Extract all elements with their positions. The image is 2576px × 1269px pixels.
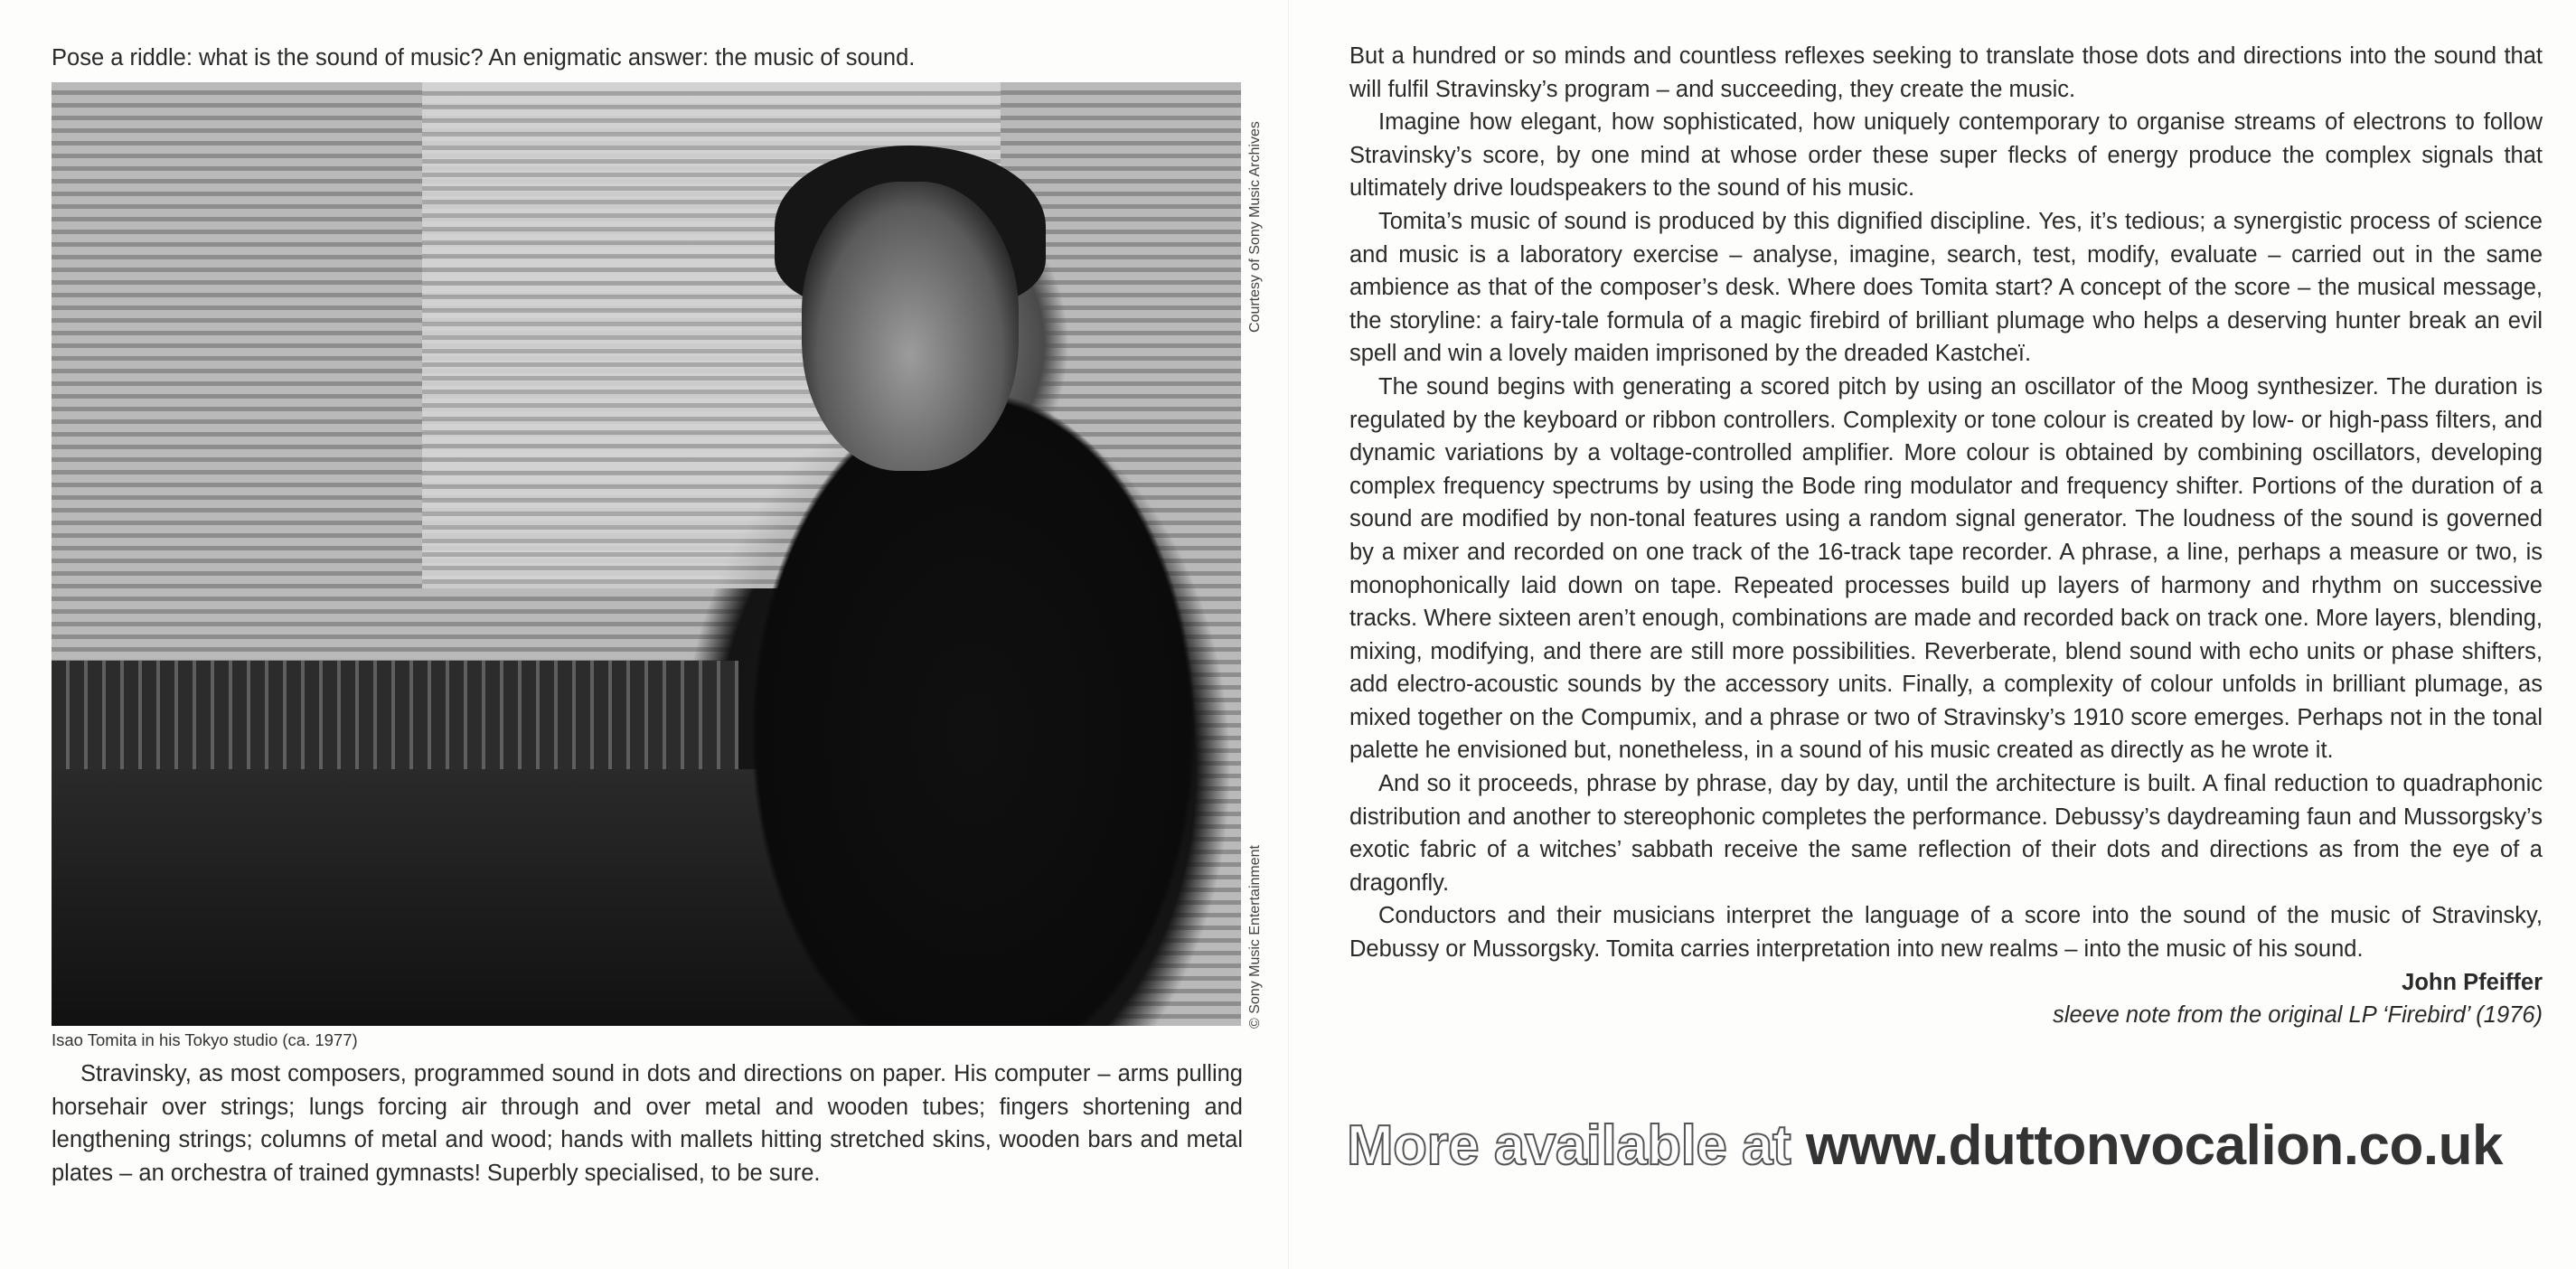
paragraph: And so it proceeds, phrase by phrase, day by day, until the architecture is built. A final reduction to quadraphonic distribution and another to stereophonic completes the performance. Debussy’s daydreaming faun and Mussorgsky’s exotic fabric of a witches’ sabbath receive the same reflection of their dots and directions as from the eye of a dragonfly. — [1349, 771, 2543, 896]
photo-caption: Isao Tomita in his Tokyo studio (ca. 1977) — [52, 1030, 358, 1049]
figure-head — [802, 182, 1019, 471]
paragraph: Conductors and their musicians interpret the language of a score into the sound of the music of Stravinsky, Debussy or Mussorgsky. Tomita carries interpretation into new realms – into the music of his sound. — [1349, 903, 2543, 963]
paragraph: Stravinsky, as most composers, programmed sound in dots and directions on paper. His computer – arms pulling horsehair over strings; lungs forcing air through and over metal and wooden tubes; fingers shortening and lengthening strings; columns of metal and wood; hands with mallets hitting stretched skins, wooden bars and metal plates – an orchestra of trained gymnasts! Superbly specialised, to be sure. — [52, 1061, 1243, 1186]
page-fold — [1288, 0, 1289, 1269]
photo-isao-tomita — [52, 82, 1241, 1026]
paragraph: But a hundred or so minds and countless reflexes seeking to translate those dots and directions into the sound that will fulfil Stravinsky’s program – and succeeding, they create the music. — [1349, 43, 2543, 102]
paragraph: Tomita’s music of sound is produced by this dignified discipline. Yes, it’s tedious; a synergistic process of science and music is a laboratory exercise – analyse, imagine, search, test, modify, evaluate – carried out in the same ambience as that of the composer’s desk. Where does Tomita start? A concept of the score – the musical message, the storyline: a fairy-tale formula of a magic firebird of brilliant plumage who helps a deserving hunter break an evil spell and win a lovely maiden imprisoned by the dreaded Kastcheï. — [1349, 208, 2543, 367]
intro-riddle: Pose a riddle: what is the sound of music? An enigmatic answer: the music of sound. — [52, 45, 916, 70]
footer-prefix: More available at — [1347, 1114, 1806, 1177]
paragraph: Imagine how elegant, how sophisticated, how uniquely contemporary to organise streams of electrons to follow Stravinsky’s score, by one mind at whose order these super flecks of energy produce the complex signals that ultimately drive loudspeakers to the sound of his music. — [1349, 109, 2543, 202]
left-body — [52, 1058, 1243, 1189]
author-name: John Pfeiffer — [2402, 969, 2543, 995]
website-link[interactable]: www.duttonvocalion.co.uk — [1805, 1114, 2503, 1177]
source-note: sleeve note from the original LP ‘Firebird’ (1976) — [2053, 1002, 2543, 1029]
paragraph: The sound begins with generating a scored pitch by using an oscillator of the Moog synthesizer. The duration is regulated by the keyboard or ribbon controllers. Complexity or tone colour is created by low- or high-pass filters, and dynamic variations by a voltage-controlled amplifier. More colour is obtained by combining oscillators, developing complex frequency spectrums by using the Bode ring modulator and frequency shifter. Portions of the duration of a sound are modified by non-tonal features using a random signal generator. The loudness of the sound is governed by a mixer and recorded on one track of the 16-track tape recorder. A phrase, a line, perhaps a measure or two, is monophonically laid down on tape. Repeated processes build up layers of harmony and rhythm on successive tracks. Where sixteen aren’t enough, combinations are made and recorded back on track one. More layers, blending, mixing, modifying, and there are still more possibilities. Reverberate, blend sound with echo units or phase shifters, add electro-acoustic sounds by the accessory units. Finally, a complexity of colour unfolds in brilliant plumage, as mixed together on the Compumix, and a phrase or two of Stravinsky’s 1910 score emerges. Perhaps not in the tonal palette he envisioned but, nonetheless, in a sound of his music created as directly as he wrote it. — [1349, 373, 2543, 764]
right-body — [1349, 40, 2543, 1032]
photo-credit-bottom: © Sony Music Entertainment — [1247, 845, 1263, 1029]
footer-promo — [1347, 1114, 2503, 1178]
photo-credit-top: Courtesy of Sony Music Archives — [1247, 121, 1263, 333]
